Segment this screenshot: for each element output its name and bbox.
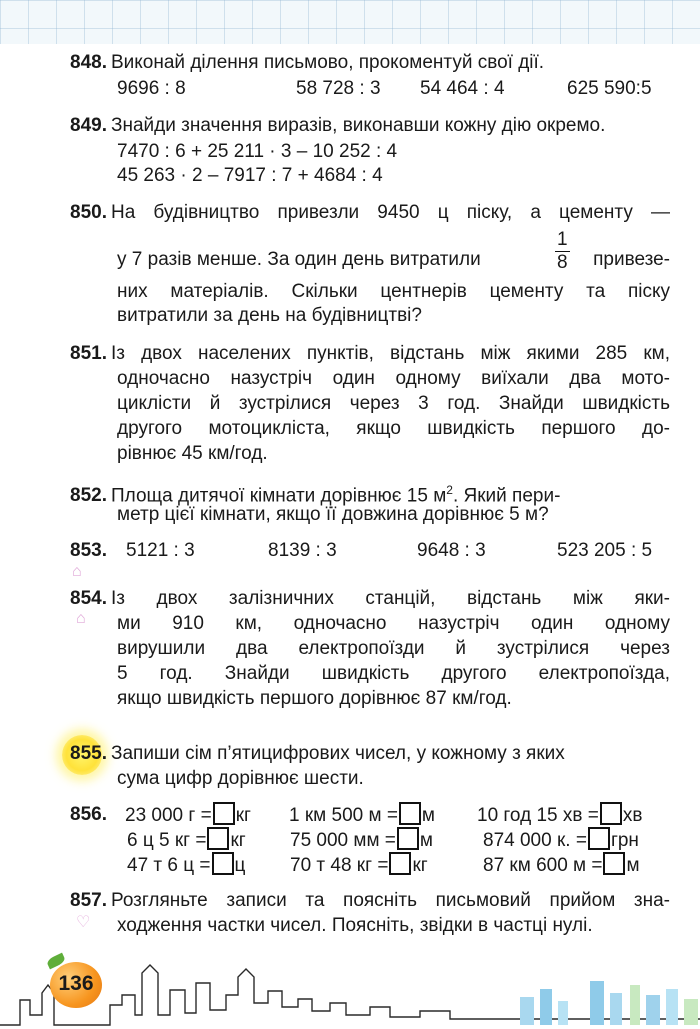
conversion-expression: 47 т 6 ц = [127, 855, 211, 876]
problem-850 [70, 200, 670, 226]
text-line: Розгляньте записи та поясніть письмовий прийом зна- [110, 890, 670, 911]
conversion-unit: м [419, 830, 433, 851]
problem-849 [70, 113, 670, 139]
problem-855 [70, 741, 670, 767]
text-line: вирушили два електропоїзди й зустрілися через [117, 638, 670, 659]
conversion-unit: кг [230, 830, 246, 851]
answer-box[interactable] [212, 852, 234, 875]
answer-box[interactable] [399, 802, 421, 825]
expression-line: 7470 : 6 + 25 211 · 3 – 10 252 : 4 [117, 141, 398, 162]
problem-number: 854. [70, 588, 107, 609]
fraction [555, 229, 570, 274]
answer-box[interactable] [389, 852, 411, 875]
text-line: . Який пери- [452, 485, 561, 507]
answer-box[interactable] [603, 852, 625, 875]
conversion-expression: 87 км 600 м = [483, 855, 603, 876]
problem-856-number [70, 802, 111, 828]
answer-box[interactable] [588, 827, 610, 850]
text-line: ходження частки чисел. Поясніть, звідки в частці нулі. [117, 915, 593, 936]
text-line: На будівництво привезли 9450 ц піску, а цементу — [110, 202, 670, 223]
problem-number: 849. [70, 115, 107, 136]
division-item: 523 205 : 5 [557, 540, 653, 561]
problem-number: 857. [70, 890, 107, 911]
conversion-expression: 874 000 к. = [483, 830, 587, 851]
problem-854 [70, 586, 670, 612]
answer-box[interactable] [213, 802, 235, 825]
home-task-icon: ⌂ [72, 563, 82, 580]
problem-848 [70, 50, 670, 76]
conversion-unit: кг [412, 855, 428, 876]
text-line: них матеріалів. Скільки центнерів цементу та піску [117, 281, 670, 302]
problem-number: 853. [70, 540, 107, 561]
text-line: Із двох населених пунктів, відстань між якими 285 км, [110, 343, 670, 364]
answer-box[interactable] [397, 827, 419, 850]
conversion-expression: 75 000 мм = [290, 830, 396, 851]
text-line: Площа дитячої кімнати дорівнює 15 м [110, 485, 447, 507]
conversion-expression: 1 км 500 м = [289, 805, 398, 826]
text-line: Із двох залізничних станцій, відстань між яки- [110, 588, 670, 609]
answer-box[interactable] [207, 827, 229, 850]
top-grid-decoration [0, 0, 700, 44]
text-line: ми 910 км, одночасно назустріч один одному [117, 613, 670, 634]
conversion-unit: м [626, 855, 640, 876]
text-line: метр цієї кімнати, якщо її довжина дорівнює 5 м? [117, 504, 549, 525]
conversion-unit: хв [622, 805, 643, 826]
text-line: привезе- [593, 249, 670, 270]
division-item: 54 464 : 4 [420, 78, 505, 99]
conversion-unit: ц [234, 855, 246, 876]
problem-number: 856. [70, 804, 107, 825]
superscript: 2 [446, 483, 453, 497]
answer-box[interactable] [600, 802, 622, 825]
conversion-expression: 23 000 г = [125, 805, 212, 826]
problem-text: Виконай ділення письмово, прокоментуй свої дії. [110, 52, 545, 73]
division-item: 9696 : 8 [117, 78, 186, 99]
text-line: Запиши сім п’ятицифрових чисел, у кожному з яких [110, 743, 565, 764]
fraction-numerator: 1 [557, 229, 568, 250]
problem-number: 852. [70, 485, 107, 507]
expression-line: 45 263 · 2 – 7917 : 7 + 4684 : 4 [117, 165, 383, 186]
division-item: 5121 : 3 [126, 540, 195, 561]
home-task-icon: ⌂ [76, 610, 86, 627]
problem-number: 850. [70, 202, 107, 223]
problem-851 [70, 341, 670, 367]
city-skyline-decoration [0, 955, 700, 1029]
page-number: 136 [58, 972, 94, 995]
text-line: у 7 разів менше. За один день витратили [117, 249, 481, 270]
fraction-denominator: 8 [557, 252, 568, 273]
text-line: якщо швидкість першого дорівнює 87 км/год. [117, 688, 512, 709]
conversion-unit: грн [610, 830, 639, 851]
text-line: 5 год. Знайди швидкість другого електропоїзда, [117, 663, 670, 684]
conversion-unit: кг [235, 805, 251, 826]
problem-text: Знайди значення виразів, виконавши кожну дію окремо. [110, 115, 606, 136]
conversion-expression: 70 т 48 кг = [290, 855, 389, 876]
conversion-expression: 10 год 15 хв = [477, 805, 599, 826]
conversion-unit: м [421, 805, 435, 826]
division-item: 58 728 : 3 [296, 78, 381, 99]
text-line: циклісти й зустрілися через 3 год. Знайди швидкість [117, 393, 670, 414]
text-line: другого мотоцикліста, якщо швидкість першого до- [117, 418, 670, 439]
text-line: одночасно назустріч один одному виїхали два мото- [117, 368, 670, 389]
text-line: сума цифр дорівнює шести. [117, 768, 364, 789]
problem-number: 855. [70, 743, 107, 764]
problem-number: 848. [70, 52, 107, 73]
text-line: рівнює 45 км/год. [117, 443, 268, 464]
conversion-expression: 6 ц 5 кг = [127, 830, 207, 851]
division-item: 625 590:5 [567, 78, 652, 99]
problem-number: 851. [70, 343, 107, 364]
heart-icon: ♡ [76, 914, 91, 931]
division-item: 9648 : 3 [417, 540, 486, 561]
division-item: 8139 : 3 [268, 540, 337, 561]
text-line: витратили за день на будівництві? [117, 305, 422, 326]
problem-857 [70, 888, 670, 914]
